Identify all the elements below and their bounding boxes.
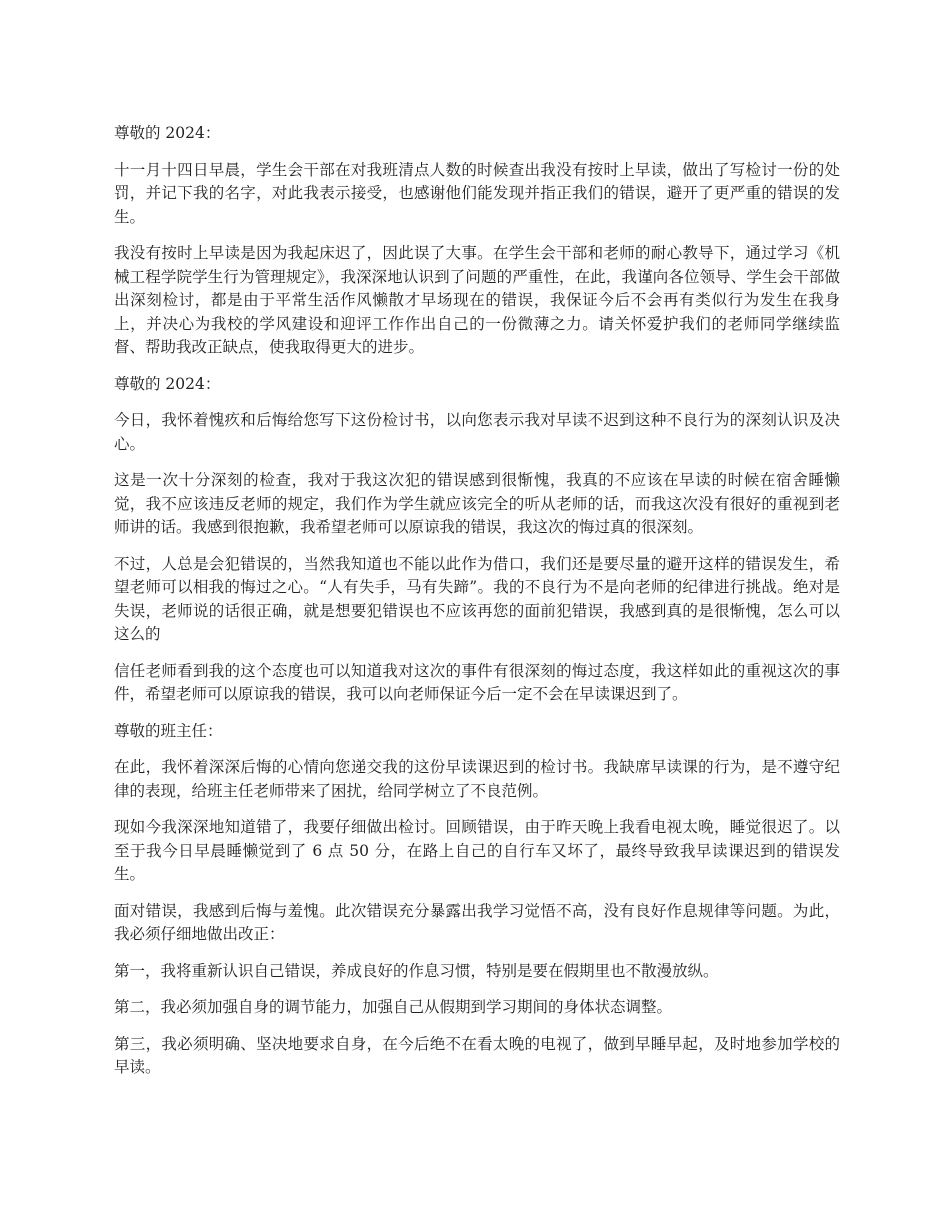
paragraph: 这是一次十分深刻的检查，我对于我这次犯的错误感到很惭愧，我真的不应该在早读的时候在宿舍睡懒觉，我不应该违反老师的规定，我们作为学生就应该完全的听从老师的话，而我这次没有很好的重视到老师讲的话。我感到很抱歉，我希望老师可以原谅我的错误，我这次的悔过真的很深刻。	[114, 471, 840, 536]
salutation: 尊敬的 2024：	[114, 374, 221, 393]
paragraph: 在此，我怀着深深后悔的心情向您递交我的这份早读课迟到的检讨书。我缺席早读课的行为，是不遵守纪律的表现，给班主任老师带来了困扰，给同学树立了不良范例。	[114, 758, 840, 800]
document-body	[114, 122, 840, 1093]
salutation: 尊敬的 2024：	[114, 124, 221, 142]
list-item: 第三，我必须明确、坚决地要求自身，在今后绝不在看太晚的电视了，做到早睡早起，及时地参加学校的早读。	[114, 1034, 840, 1076]
paragraph: 不过，人总是会犯错误的，当然我知道也不能以此作为借口，我们还是要尽量的避开这样的错误发生，希望老师可以相我的悔过之心。“人有失手，马有失蹄”。我的不良行为不是向老师的纪律进行挑战。绝对是失误，老师说的话很正确，就是想要犯错误也不应该再您的面前犯错误，我感到真的是很惭愧，怎么可以这么的	[114, 554, 840, 643]
paragraph: 面对错误，我感到后悔与羞愧。此次错误充分暴露出我学习觉悟不高，没有良好作息规律等问题。为此，我必须仔细地做出改正：	[114, 901, 840, 943]
paragraph: 信任老师看到我的这个态度也可以知道我对这次的事件有很深刻的悔过态度，我这样如此的重视这次的事件，希望老师可以原谅我的错误，我可以向老师保证今后一定不会在早读课迟到了。	[114, 661, 840, 703]
paragraph: 现如今我深深地知道错了，我要仔细做出检讨。回顾错误，由于昨天晚上我看电视太晚，睡觉很迟了。以至于我今日早晨睡懒觉到了 6 点 50 分，在路上自己的自行车又坏了，最终导致我早读课迟到的错误发生。	[114, 818, 840, 883]
list-item: 第一，我将重新认识自己错误，养成良好的作息习惯，特别是要在假期里也不散漫放纵。	[114, 961, 719, 980]
list-item: 第二，我必须加强自身的调节能力，加强自己从假期到学习期间的身体状态调整。	[114, 998, 673, 1016]
paragraph: 十一月十四日早晨，学生会干部在对我班清点人数的时候查出我没有按时上早读，做出了写检讨一份的处罚，并记下我的名字，对此我表示接受，也感谢他们能发现并指正我们的错误，避开了更严重的错误的发生。	[114, 160, 840, 226]
salutation: 尊敬的班主任：	[114, 721, 223, 740]
paragraph: 今日，我怀着愧疚和后悔给您写下这份检讨书，以向您表示我对早读不迟到这种不良行为的深刻认识及决心。	[114, 411, 840, 453]
paragraph: 我没有按时上早读是因为我起床迟了，因此误了大事。在学生会干部和老师的耐心教导下，通过学习《机械工程学院学生行为管理规定》，我深深地认识到了问题的严重性，在此，我谨向各位领导、学生会干部做出深刻检讨，都是由于平常生活作风懒散才早场现在的错误，我保证今后不会再有类似行为发生在我身上，并决心为我校的学风建设和迎评工作作出自己的一份微薄之力。请关怀爱护我们的老师同学继续监督、帮助我改正缺点，使我取得更大的进步。	[114, 244, 840, 356]
